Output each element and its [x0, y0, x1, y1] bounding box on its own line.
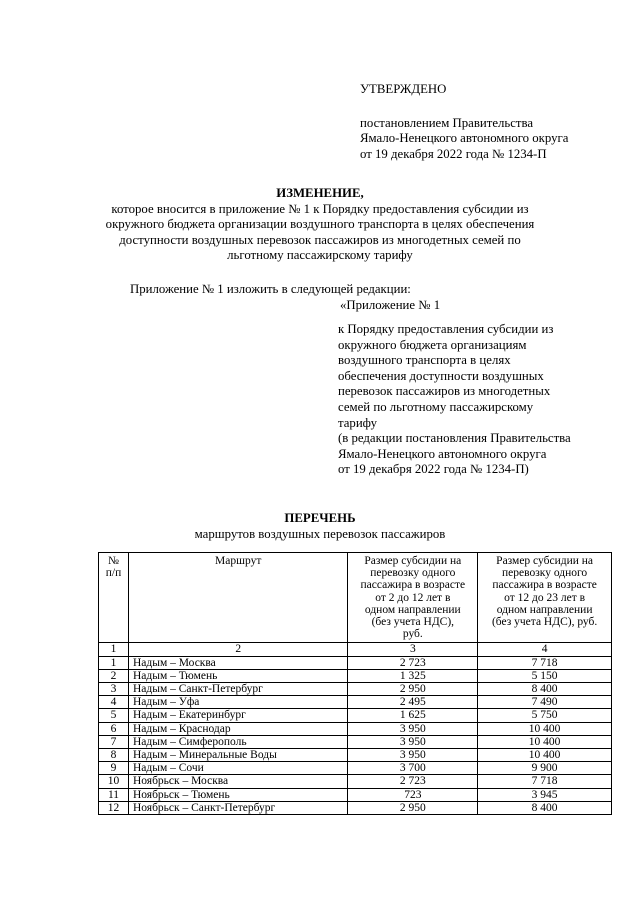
appendix-line: перевозок пассажиров из многодетных	[338, 384, 551, 399]
table-row	[99, 801, 612, 814]
header-line: одном направлении	[364, 603, 461, 616]
row-child-subsidy: 3 950	[348, 749, 478, 762]
change-line: которое вносится в приложение № 1 к Порядку предоставления субсидии из	[111, 201, 529, 216]
table-row	[99, 762, 612, 775]
appendix-label: «Приложение № 1	[340, 297, 441, 312]
column-number: 4	[478, 643, 612, 656]
table-header-row	[99, 553, 612, 643]
header-line: от 12 до 23 лет в	[504, 591, 586, 604]
row-youth-subsidy: 10 400	[478, 722, 612, 735]
appendix-line: обеспечения доступности воздушных	[338, 368, 544, 383]
intro-block	[130, 282, 440, 313]
appendix-line: семей по льготному пассажирскому	[338, 399, 534, 414]
header-youth-subsidy	[478, 553, 612, 643]
row-youth-subsidy: 5 750	[478, 709, 612, 722]
approval-line: Ямало-Ненецкого автономного округа	[360, 131, 569, 146]
table-row	[99, 709, 612, 722]
appendix-line: воздушного транспорта в целях	[338, 353, 511, 368]
table-row	[99, 722, 612, 735]
row-route: Надым – Москва	[128, 656, 347, 669]
row-number: 1	[99, 656, 129, 669]
row-route: Надым – Тюмень	[128, 669, 347, 682]
header-number	[99, 553, 129, 643]
table-row	[99, 788, 612, 801]
row-number: 4	[99, 696, 129, 709]
row-route: Надым – Сочи	[128, 762, 347, 775]
change-line: доступности воздушных перевозок пассажиров из многодетных семей по	[119, 232, 521, 247]
change-line: льготному пассажирскому тарифу	[227, 248, 413, 263]
approval-line: от 19 декабря 2022 года № 1234-П	[360, 146, 547, 161]
row-route: Ноябрьск – Тюмень	[128, 788, 347, 801]
table-row	[99, 683, 612, 696]
row-youth-subsidy: 8 400	[478, 683, 612, 696]
header-line: перевозку одного	[502, 567, 588, 580]
header-line: Размер субсидии на	[364, 555, 462, 567]
header-line: (без учета НДС),	[371, 616, 455, 629]
row-child-subsidy: 3 950	[348, 722, 478, 735]
header-line: перевозку одного	[370, 567, 456, 580]
row-child-subsidy: 2 950	[348, 801, 478, 814]
change-heading	[96, 186, 544, 264]
edition-line: (в редакции постановления Правительства	[338, 431, 571, 446]
row-route: Ноябрьск – Санкт-Петербург	[128, 801, 347, 814]
table-row	[99, 775, 612, 788]
row-number: 9	[99, 762, 129, 775]
edition-line: Ямало-Ненецкого автономного округа	[338, 446, 547, 461]
list-heading	[96, 511, 544, 542]
approval-block	[360, 82, 568, 162]
intro-text: Приложение № 1 изложить в следующей редакции:	[130, 282, 411, 296]
row-child-subsidy: 2 950	[348, 683, 478, 696]
row-child-subsidy: 2 723	[348, 775, 478, 788]
row-number: 8	[99, 749, 129, 762]
row-route: Надым – Краснодар	[128, 722, 347, 735]
row-youth-subsidy: 10 400	[478, 735, 612, 748]
appendix-line: к Порядку предоставления субсидии из	[338, 322, 554, 336]
row-number: 12	[99, 801, 129, 814]
table-row	[99, 749, 612, 762]
header-line: Размер субсидии на	[496, 555, 594, 567]
column-number-row	[99, 643, 612, 656]
column-number: 1	[99, 643, 129, 656]
header-route: Маршрут	[128, 553, 347, 643]
row-youth-subsidy: 5 150	[478, 669, 612, 682]
row-youth-subsidy: 9 900	[478, 762, 612, 775]
header-line: (без учета НДС), руб.	[491, 616, 598, 629]
header-line: одном направлении	[496, 603, 593, 616]
row-route: Надым – Минеральные Воды	[128, 749, 347, 762]
routes-table	[98, 552, 612, 815]
approval-line: постановлением Правительства	[360, 115, 534, 130]
header-line: пассажира в возрасте	[360, 579, 466, 592]
row-child-subsidy: 3 950	[348, 735, 478, 748]
row-route: Надым – Уфа	[128, 696, 347, 709]
row-youth-subsidy: 7 718	[478, 775, 612, 788]
row-number: 2	[99, 669, 129, 682]
table-row	[99, 735, 612, 748]
row-child-subsidy: 1 325	[348, 669, 478, 682]
change-title: ИЗМЕНЕНИЕ,	[276, 186, 364, 200]
row-child-subsidy: 3 700	[348, 762, 478, 775]
list-title: ПЕРЕЧЕНЬ	[284, 511, 356, 525]
header-child-subsidy	[348, 553, 478, 643]
row-route: Надым – Симферополь	[128, 735, 347, 748]
list-subtitle: маршрутов воздушных перевозок пассажиров	[194, 526, 446, 541]
edition-line: от 19 декабря 2022 года № 1234-П)	[338, 462, 529, 477]
row-number: 7	[99, 735, 129, 748]
appendix-line: тарифу	[338, 415, 378, 430]
header-number-line: №	[107, 555, 119, 567]
row-route: Надым – Санкт-Петербург	[128, 683, 347, 696]
table-row	[99, 696, 612, 709]
header-line: руб.	[402, 628, 423, 641]
row-youth-subsidy: 3 945	[478, 788, 612, 801]
table-row	[99, 656, 612, 669]
appendix-line: окружного бюджета организациям	[338, 337, 527, 352]
row-child-subsidy: 2 495	[348, 696, 478, 709]
row-youth-subsidy: 10 400	[478, 749, 612, 762]
row-number: 10	[99, 775, 129, 788]
table-row	[99, 669, 612, 682]
row-child-subsidy: 1 625	[348, 709, 478, 722]
row-youth-subsidy: 7 490	[478, 696, 612, 709]
row-route: Надым – Екатеринбург	[128, 709, 347, 722]
row-youth-subsidy: 8 400	[478, 801, 612, 814]
row-number: 6	[99, 722, 129, 735]
column-number: 3	[348, 643, 478, 656]
header-line: пассажира в возрасте	[492, 579, 597, 592]
row-child-subsidy: 2 723	[348, 656, 478, 669]
row-route: Ноябрьск – Москва	[128, 775, 347, 788]
row-youth-subsidy: 7 718	[478, 656, 612, 669]
header-line: от 2 до 12 лет в	[375, 591, 451, 604]
row-child-subsidy: 723	[348, 788, 478, 801]
row-number: 11	[99, 788, 129, 801]
appendix-block	[338, 322, 571, 478]
change-line: окружного бюджета организации воздушного транспорта в целях обеспечения	[105, 217, 535, 232]
row-number: 5	[99, 709, 129, 722]
header-number-line: п/п	[105, 567, 122, 580]
row-number: 3	[99, 683, 129, 696]
column-number: 2	[128, 643, 347, 656]
approval-label: УТВЕРЖДЕНО	[360, 82, 447, 96]
